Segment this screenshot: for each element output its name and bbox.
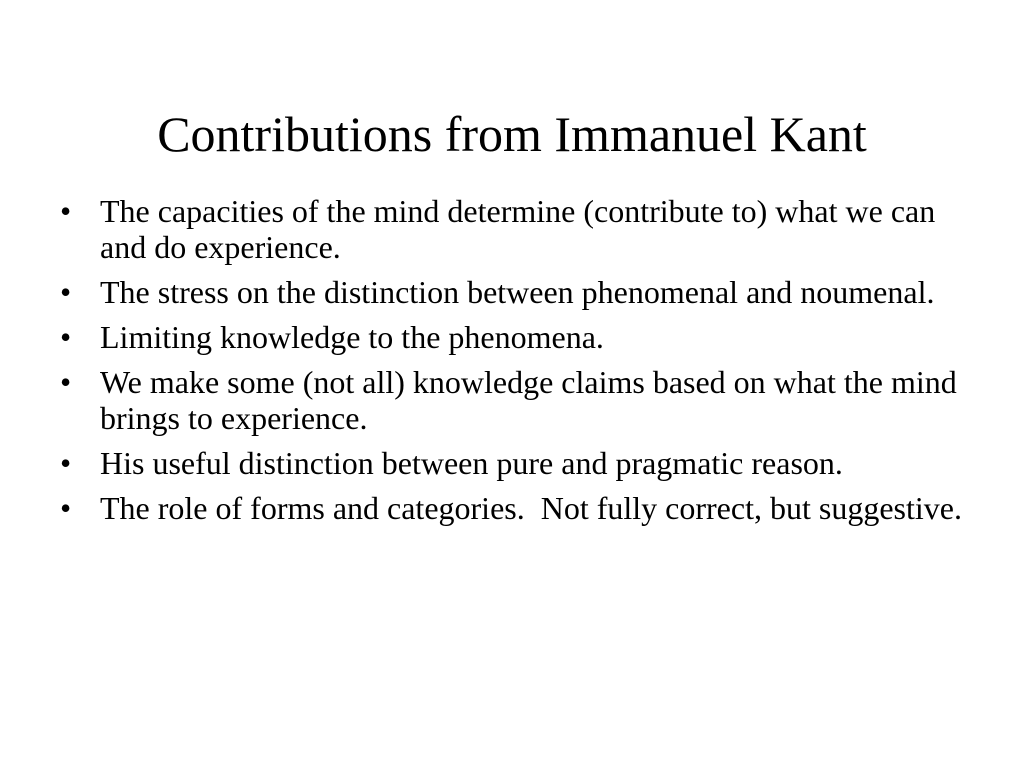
bullet-item — [56, 193, 986, 265]
bullet-dot-icon: • — [60, 490, 72, 526]
bullet-text: Limiting knowledge to the phenomena. — [100, 319, 604, 355]
bullet-dot-icon: • — [60, 445, 72, 481]
bullet-text: The capacities of the mind determine (contribute to) what we can and do experience. — [100, 193, 944, 265]
bullet-text: The stress on the distinction between phenomenal and noumenal. — [100, 274, 935, 310]
bullet-item — [56, 364, 986, 436]
bullet-list — [56, 193, 986, 535]
bullet-dot-icon: • — [60, 274, 72, 310]
bullet-text: The role of forms and categories. Not fully correct, but suggestive. — [100, 490, 962, 526]
bullet-dot-icon: • — [60, 319, 72, 355]
bullet-item — [56, 445, 986, 481]
bullet-dot-icon: • — [60, 364, 72, 400]
bullet-text: We make some (not all) knowledge claims based on what the mind brings to experience. — [100, 364, 965, 436]
bullet-item — [56, 274, 986, 310]
bullet-item — [56, 490, 986, 526]
bullet-text: His useful distinction between pure and pragmatic reason. — [100, 445, 843, 481]
bullet-item — [56, 319, 986, 355]
bullet-dot-icon: • — [60, 193, 72, 229]
slide-title: Contributions from Immanuel Kant — [157, 106, 867, 162]
